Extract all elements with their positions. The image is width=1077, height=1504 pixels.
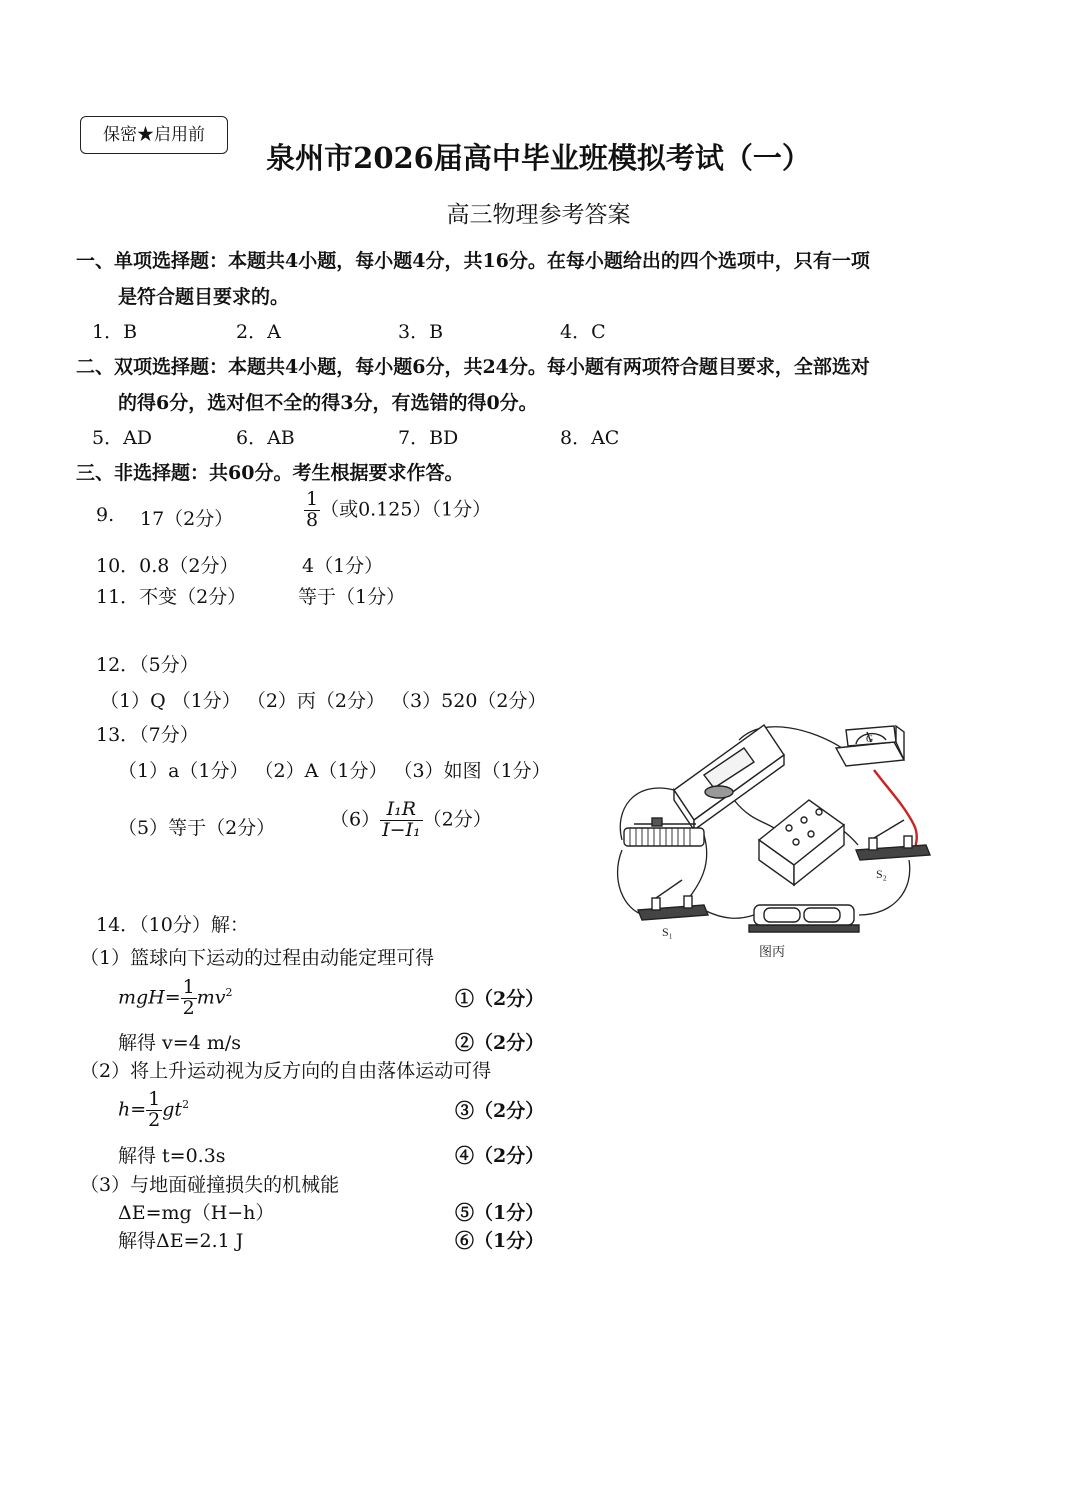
answer-7: 7．BD: [398, 427, 459, 449]
q9-number: 9.: [96, 504, 115, 526]
section3-heading: 三、非选择题：共60分。考生根据要求作答。: [76, 462, 464, 484]
q13-answer-5: （5）等于（2分）: [118, 817, 276, 839]
section2-heading-cont: 的得6分，选对但不全的得3分，有选错的得0分。: [118, 392, 538, 414]
q14-score-2: ②（2分）: [455, 1032, 545, 1054]
battery-holder-icon: [749, 905, 859, 932]
answer-6: 6．AB: [236, 427, 295, 449]
q12-heading: 12．（5分）: [96, 654, 199, 676]
q10-answer-1: 10．0.8（2分）: [96, 555, 239, 577]
q14-score-5: ⑤（1分）: [455, 1202, 545, 1224]
q9-answer-2: $\frac{1}{8}$ （或0.125）（1分）: [306, 488, 492, 531]
q13-heading: 13．（7分）: [96, 724, 199, 746]
section2-heading: 二、双项选择题：本题共4小题，每小题6分，共24分。每小题有两项符合题目要求，全部选对: [76, 356, 870, 378]
switch-s2-icon: [856, 820, 930, 860]
answer-1: 1．B: [92, 321, 138, 343]
resistance-box-icon: [759, 800, 844, 885]
answer-3: 3．B: [398, 321, 444, 343]
q14-part1: （1）篮球向下运动的过程由动能定理可得: [80, 947, 435, 969]
q14-part3: （3）与地面碰撞损失的机械能: [80, 1174, 340, 1196]
figure-caption: 图丙: [759, 944, 786, 959]
answer-5: 5．AD: [92, 427, 153, 449]
section1-heading-cont: 是符合题目要求的。: [118, 286, 290, 308]
q14-eq5: ΔE=mg（H−h）: [118, 1202, 275, 1224]
wire-2: [618, 850, 644, 915]
q14-eq1: mgH= $\frac{1}{2}$ $mv^2$: [118, 976, 233, 1019]
q13-answers-1: （1）a（1分） （2）A（1分） （3）如图（1分）: [118, 760, 551, 782]
section1-heading: 一、单项选择题：本题共4小题，每小题4分，共16分。在每小题给出的四个选项中，只有一项: [76, 250, 870, 272]
q9-answer-1: 17（2分）: [140, 508, 234, 530]
q14-score-6: ⑥（1分）: [455, 1230, 545, 1252]
q14-solution-1: 解得 v=4 m/s: [118, 1032, 241, 1054]
multimeter-icon: [674, 725, 784, 830]
circuit-figure: [604, 720, 940, 960]
galvanometer-icon: [836, 726, 904, 766]
confidential-badge: 保密★启用前: [80, 116, 228, 154]
q13-answer-6: （6） $\frac{\text{I₁R}}{\text{I−I₁}}$ （2分）: [330, 798, 492, 841]
page-title: 泉州市2026届高中毕业班模拟考试（一）: [266, 141, 811, 175]
q11-answer-1: 11．不变（2分）: [96, 586, 247, 608]
q14-score-4: ④（2分）: [455, 1145, 545, 1167]
answer-4: 4．C: [560, 321, 606, 343]
q14-solution-2: 解得 t=0.3s: [118, 1145, 226, 1167]
answer-2: 2．A: [236, 321, 281, 343]
q13-fraction: $\frac{\text{I₁R}}{\text{I−I₁}}$: [382, 798, 421, 841]
page-subtitle: 高三物理参考答案: [446, 202, 631, 228]
s2-label: S₂: [876, 867, 887, 881]
q14-solution-3: 解得ΔE=2.1 J: [118, 1230, 244, 1252]
q14-heading: 14．（10分）解：: [96, 914, 249, 936]
wire-3: [704, 910, 754, 918]
q9-fraction: $\frac{1}{8}$: [306, 488, 319, 531]
q10-answer-2: 4（1分）: [302, 555, 384, 577]
answer-8: 8．AC: [560, 427, 620, 449]
q14-part2: （2）将上升运动视为反方向的自由落体运动可得: [80, 1060, 492, 1082]
q12-answers: （1）Q （1分） （2）丙（2分） （3）520（2分）: [100, 690, 547, 712]
s1-label: S₁: [662, 925, 673, 939]
q14-eq3: h= $\frac{1}{2}$ $gt^2$: [118, 1088, 190, 1131]
q14-score-1: ①（2分）: [455, 988, 545, 1010]
q14-score-3: ③（2分）: [455, 1100, 545, 1122]
meter-label: G: [866, 734, 874, 745]
q11-answer-2: 等于（1分）: [298, 586, 406, 608]
